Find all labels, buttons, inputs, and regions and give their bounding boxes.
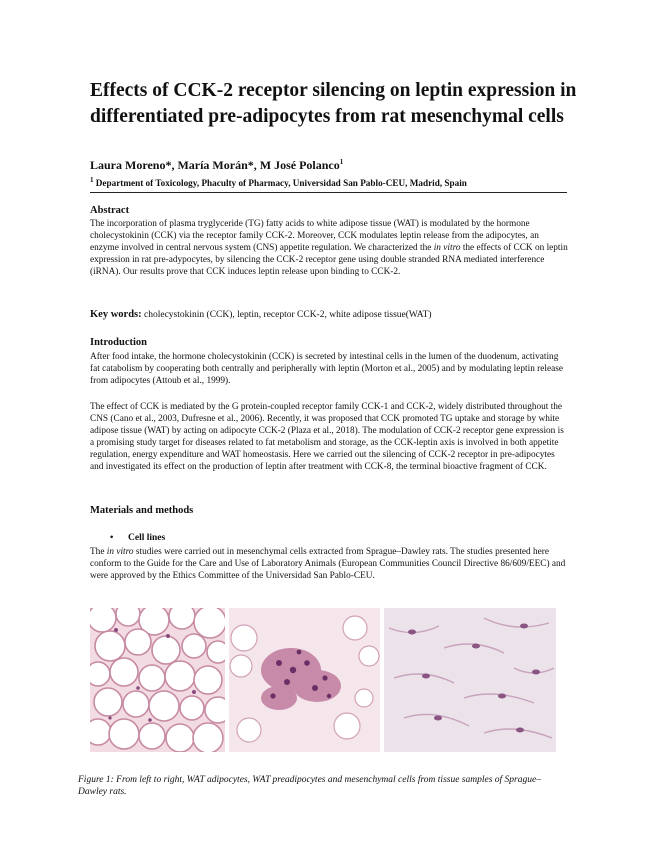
paper-title: Effects of CCK-2 receptor silencing on leptin expression in differentiated pre-adipocytes from rat mesenchymal cells: [90, 80, 577, 127]
figure-panel-preadipocytes-image: [229, 608, 380, 752]
figure-caption: Figure 1: From left to right, WAT adipocytes, WAT preadipocytes and mesenchymal cells from tissue samples of Sprague–Dawley rats.: [78, 775, 541, 797]
methods-part2: studies were carried out in mesenchymal cells extracted from Sprague–Dawley rats. The studies presented here conform to the Guide for the Care and Use of Laboratory Animals (European Communities Council Directive 86/609/EEC) and were approved by the Ethics Committee of the Universidad San Pablo-CEU.: [90, 547, 566, 581]
keywords: [90, 309, 568, 320]
methods-part1: The: [90, 547, 107, 557]
abstract-part1: The incorporation of plasma tryglyceride (TG) fatty acids to white adipose tissue (WAT) is modulated by the hormone cholecystokinin (CCK) via the receptor family CCK-2. Moreover, CCK modulates leptin release from the adipocytes, an enzyme involved in central nervous system (CNS) appetite regulation. We characterized the: [90, 219, 539, 253]
abstract-heading: Abstract: [90, 205, 130, 216]
introduction-para-1: After food intake, the hormone cholecystokinin (CCK) is secreted by intestinal cells in the lumen of the duodenum, activating fat catabolism by cooperating both centrally and peripherally with leptin (Morton et al., 2005) and by modulating leptin release from adipocytes (Attoub et al., 1999).: [90, 352, 563, 386]
abstract-part2: the effects of CCK on leptin expression in rat pre-adypocytes, by silencing the CCK-2 receptor gene using double stranded RNA mediated interference (iRNA). Our results prove that CCK induces leptin release upon binding to CCK-2.: [90, 243, 568, 277]
cell-lines-label: Cell lines: [128, 533, 166, 543]
abstract-italic: in vitro: [433, 243, 461, 253]
keywords-text: cholecystokinin (CCK), leptin, receptor CCK-2, white adipose tissue(WAT): [141, 310, 432, 320]
introduction-para-2: The effect of CCK is mediated by the G protein-coupled receptor family CCK-1 and CCK-2, widely distributed throughout the CNS (Cano et al., 2003, Dufresne et al., 2006). Recently, it was proposed that CCK promoted TG uptake and storage by white adipose tissue (WAT) by acting on adipocyte CCK-2 (Plaza et al., 2018). The modulation of CCK-2 receptor gene expression is a promising study target for diseases related to fat metabolism and storage, as the CCK-leptin axis is involved in both appetite regulation, energy expenditure and WAT homeostasis. Here we carried out the silencing of CCK-2 receptor in pre-adipocytes and investigated its effect on the production of leptin after treatment with CCK-8, the terminal bioactive fragment of CCK.: [90, 402, 564, 472]
bullet-icon: •: [110, 533, 114, 543]
abstract-text: [90, 218, 568, 278]
figure-panel-adipocytes-image: [90, 608, 225, 752]
methods-text: [90, 546, 568, 582]
figure-panel-mesenchymal-image: [384, 608, 556, 752]
mesenchymal-background: [384, 608, 556, 752]
introduction-heading: Introduction: [90, 337, 147, 348]
cell-lines-subheading: [110, 533, 165, 543]
affiliation-text: Department of Toxicology, Phaculty of Pharmacy, Universidad San Pablo-CEU, Madrid, Spain: [93, 178, 467, 189]
author-list: [90, 158, 343, 173]
author-affiliation-mark: 1: [339, 158, 344, 166]
affiliation-mark: 1: [90, 176, 94, 184]
keywords-label: Key words:: [90, 309, 142, 320]
affiliation: [90, 176, 567, 193]
methods-heading: Materials and methods: [90, 505, 194, 516]
authors-text: Laura Moreno*, María Morán*, M José Polanco: [90, 158, 340, 172]
methods-italic: in vitro: [106, 547, 134, 557]
